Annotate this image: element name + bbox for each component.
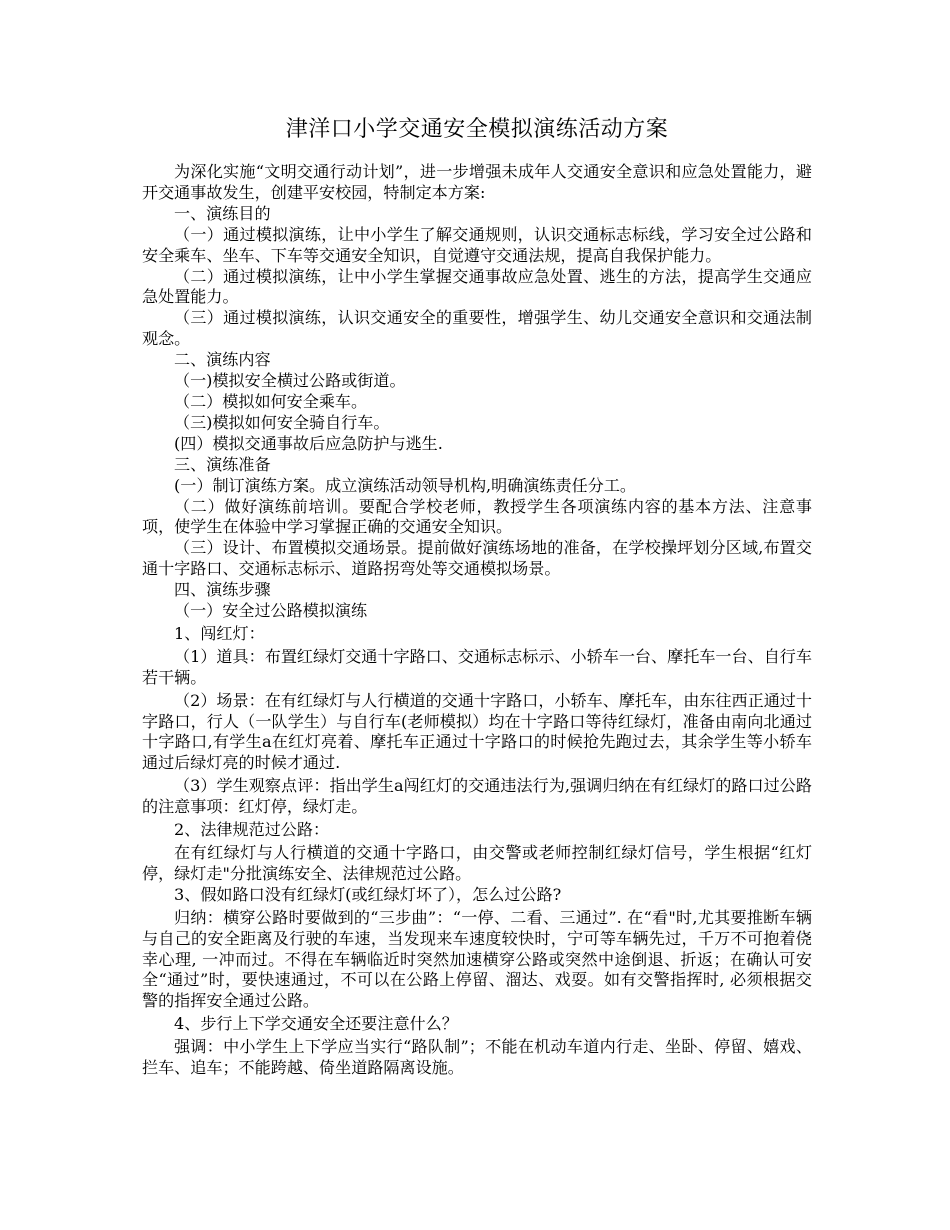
document-title: 津洋口小学交通安全模拟演练活动方案 bbox=[285, 117, 669, 142]
paragraph-prep-2: （二）做好演练前培训。要配合学校老师，教授学生各项演练内容的基本方法、注意事项，使学生在体验中学习掌握正确的交通安全知识。 bbox=[142, 496, 812, 537]
paragraph-prep-3: （三）设计、布置模拟交通场景。提前做好演练场地的准备，在学校操坪划分区域,布置交通十字路口、交通标志标示、道路拐弯处等交通模拟场景。 bbox=[142, 538, 812, 579]
subheading-no-lights: 3、假如路口没有红绿灯(或红绿灯坏了），怎么过公路? bbox=[174, 884, 562, 904]
heading-drill-preparation: 三、演练准备 bbox=[174, 454, 271, 474]
subheading-legal-crossing: 2、法律规范过公路： bbox=[174, 820, 330, 840]
paragraph-purpose-1: （一）通过模拟演练，让中小学生了解交通规则，认识交通标志标线，学习安全过公路和安全乘车、坐车、下车等交通安全知识，自觉遵守交通法规，提高自我保护能力。 bbox=[142, 224, 812, 265]
heading-drill-content: 二、演练内容 bbox=[174, 350, 271, 370]
paragraph-purpose-2: （二）通过模拟演练，让中小学生掌握交通事故应急处置、逃生的方法，提高学生交通应急处置能力。 bbox=[142, 266, 812, 307]
paragraph-scene: （2）场景：在有红绿灯与人行横道的交通十字路口，小轿车、摩托车，由东往西正通过十字路口，行人（一队学生）与自行车(老师模拟）均在十字路口等待红绿灯，准备由南向北通过十字路口,有学生a在红灯亮着、摩托车正通过十字路口的时候抢先跑过去，其余学生等小轿车通过后绿灯亮的时候才通过. bbox=[142, 690, 812, 773]
document-page bbox=[142, 112, 812, 1079]
paragraph-intro: 为深化实施“文明交通行动计划”，进一步增强未成年人交通安全意识和应急处置能力，避开交通事故发生，创建平安校园，特制定本方案: bbox=[142, 162, 812, 202]
subheading-red-light: 1、闯红灯： bbox=[174, 623, 265, 643]
paragraph-prep-1: (一）制订演练方案。成立演练活动领导机构,明确演练责任分工。 bbox=[174, 475, 637, 495]
paragraph-content-3: （三)模拟如何安全骑自行车。 bbox=[174, 412, 390, 432]
paragraph-emphasis: 强调：中小学生上下学应当实行“路队制”；不能在机动车道内行走、坐卧、停留、嬉戏、拦车、追车；不能跨越、倚坐道路隔离设施。 bbox=[142, 1037, 812, 1078]
paragraph-legal-crossing: 在有红绿灯与人行横道的交通十字路口，由交警或老师控制红绿灯信号，学生根据“红灯停，绿灯走"分批演练安全、法律规范过公路。 bbox=[142, 843, 812, 883]
paragraph-content-1: （一)模拟安全横过公路或街道。 bbox=[174, 371, 406, 391]
paragraph-observation: （3）学生观察点评：指出学生a闯红灯的交通违法行为,强调归纳在有红绿灯的路口过公路的注意事项：红灯停，绿灯走。 bbox=[142, 776, 812, 817]
paragraph-content-2: （二）模拟如何安全乘车。 bbox=[174, 391, 368, 411]
heading-drill-steps: 四、演练步骤 bbox=[174, 580, 271, 600]
paragraph-content-4: (四）模拟交通事故后应急防护与逃生. bbox=[174, 433, 443, 453]
paragraph-purpose-3: （三）通过模拟演练，认识交通安全的重要性，增强学生、幼儿交通安全意识和交通法制观念。 bbox=[142, 308, 812, 349]
paragraph-summary: 归纳：横穿公路时要做到的“三步曲”：“一停、二看、三通过”. 在“看"时,尤其要推断车辆与自己的安全距离及行驶的车速，当发现来车速度较快时，宁可等车辆先过，千万不可抱着侥幸心理, 一冲而过。不得在车辆临近时突然加速横穿公路或突然中途倒退、折返；在确认可安全“通过”时，要快速通过，不可以在公路上停留、溜达、戏耍。如有交警指挥时, 必须根据交警的指挥安全通过公路。 bbox=[142, 907, 812, 1011]
subheading-road-crossing: （一）安全过公路模拟演练 bbox=[174, 601, 368, 621]
subheading-walking: 4、步行上下学交通安全还要注意什么？ bbox=[174, 1014, 458, 1034]
heading-drill-purpose: 一、演练目的 bbox=[174, 203, 271, 223]
document-body bbox=[142, 162, 812, 1079]
paragraph-props: （1）道具：布置红绿灯交通十字路口、交通标志标示、小轿车一台、摩托车一台、自行车若干辆。 bbox=[142, 646, 812, 687]
